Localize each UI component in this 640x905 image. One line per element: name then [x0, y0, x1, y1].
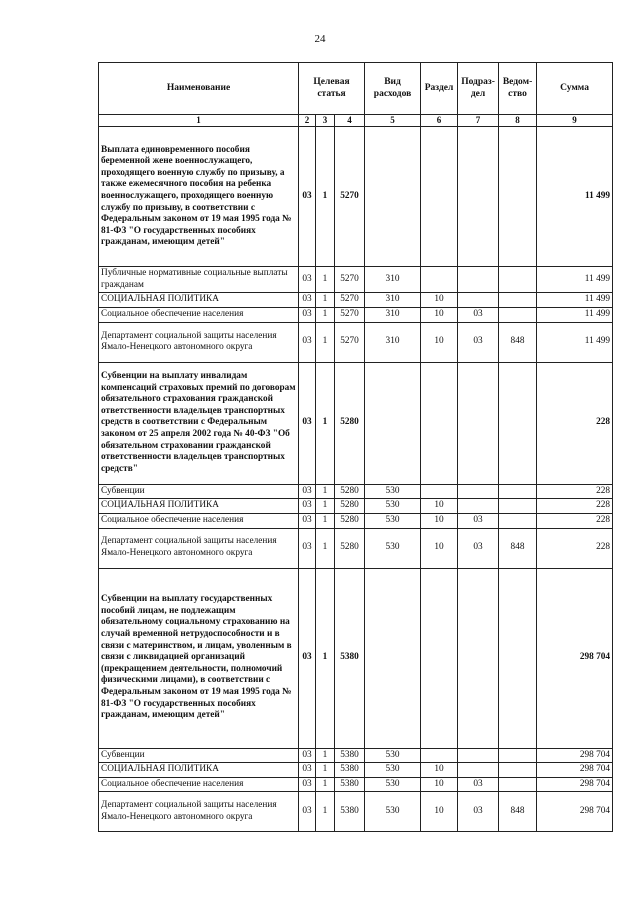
podrazdel-cell [458, 267, 499, 293]
header-target: Целевая статья [299, 63, 365, 115]
podrazdel-cell [458, 127, 499, 267]
sum-cell: 228 [537, 499, 613, 514]
table-row [99, 293, 613, 308]
name-cell: СОЦИАЛЬНАЯ ПОЛИТИКА [99, 763, 299, 778]
name-cell: Департамент социальной защиты населения Ямало-Ненецкого автономного округа [99, 528, 299, 568]
podrazdel-cell [458, 484, 499, 499]
name-cell: Департамент социальной защиты населения Ямало-Ненецкого автономного округа [99, 322, 299, 362]
target-part-2: 1 [316, 513, 335, 528]
sum-cell: 298 704 [537, 763, 613, 778]
target-part-1: 03 [299, 763, 316, 778]
name-cell: СОЦИАЛЬНАЯ ПОЛИТИКА [99, 499, 299, 514]
table-row [99, 568, 613, 748]
col-number: 7 [458, 115, 499, 127]
target-part-1: 03 [299, 293, 316, 308]
razdel-cell [421, 484, 458, 499]
col-number: 1 [99, 115, 299, 127]
razdel-cell: 10 [421, 792, 458, 832]
target-part-3: 5380 [335, 777, 365, 792]
col-number: 9 [537, 115, 613, 127]
target-part-2: 1 [316, 528, 335, 568]
table-row [99, 763, 613, 778]
target-part-2: 1 [316, 499, 335, 514]
target-part-1: 03 [299, 513, 316, 528]
vedomstvo-cell [499, 293, 537, 308]
vedomstvo-cell: 848 [499, 322, 537, 362]
vid-cell: 530 [365, 499, 421, 514]
podrazdel-cell: 03 [458, 528, 499, 568]
vid-cell: 530 [365, 777, 421, 792]
vid-cell: 310 [365, 267, 421, 293]
vedomstvo-cell [499, 568, 537, 748]
target-part-1: 03 [299, 127, 316, 267]
podrazdel-cell: 03 [458, 792, 499, 832]
razdel-cell: 10 [421, 777, 458, 792]
vid-cell: 310 [365, 293, 421, 308]
vedomstvo-cell [499, 513, 537, 528]
header-razdel: Раздел [421, 63, 458, 115]
vedomstvo-cell [499, 362, 537, 484]
target-part-3: 5270 [335, 322, 365, 362]
razdel-cell [421, 267, 458, 293]
vedomstvo-cell [499, 499, 537, 514]
target-part-2: 1 [316, 777, 335, 792]
target-part-1: 03 [299, 362, 316, 484]
table-row [99, 484, 613, 499]
target-part-1: 03 [299, 484, 316, 499]
target-part-2: 1 [316, 308, 335, 323]
razdel-cell: 10 [421, 528, 458, 568]
podrazdel-cell: 03 [458, 308, 499, 323]
col-number: 6 [421, 115, 458, 127]
name-cell: Публичные нормативные социальные выплаты гражданам [99, 267, 299, 293]
target-part-3: 5380 [335, 763, 365, 778]
target-part-3: 5380 [335, 568, 365, 748]
target-part-3: 5280 [335, 528, 365, 568]
target-part-1: 03 [299, 267, 316, 293]
target-part-1: 03 [299, 777, 316, 792]
razdel-cell [421, 748, 458, 763]
table-row [99, 777, 613, 792]
target-part-2: 1 [316, 362, 335, 484]
target-part-1: 03 [299, 748, 316, 763]
target-part-2: 1 [316, 267, 335, 293]
razdel-cell: 10 [421, 763, 458, 778]
table-row [99, 528, 613, 568]
table-row [99, 792, 613, 832]
vid-cell [365, 127, 421, 267]
vid-cell: 530 [365, 763, 421, 778]
col-number: 3 [316, 115, 335, 127]
razdel-cell: 10 [421, 322, 458, 362]
vid-cell [365, 568, 421, 748]
target-part-3: 5270 [335, 127, 365, 267]
vid-cell: 530 [365, 792, 421, 832]
sum-cell: 11 499 [537, 127, 613, 267]
podrazdel-cell [458, 293, 499, 308]
vid-cell: 530 [365, 528, 421, 568]
target-part-1: 03 [299, 792, 316, 832]
name-cell: Субвенции на выплату государственных пособий лицам, не подлежащим обязательному социальному страхованию на случай временной нетрудоспособности и в связи с материнством, и лицам, уволенным в связи с ликвидацией организаций (прекращением деятельности, полномочий физическими лицами), в соответствии с Федеральным законом от 19 мая 1995 года № 81-ФЗ "О государственных пособиях гражданам, имеющим детей" [99, 568, 299, 748]
sum-cell: 11 499 [537, 267, 613, 293]
vedomstvo-cell [499, 763, 537, 778]
header-podrazdel: Подраз-дел [458, 63, 499, 115]
sum-cell: 11 499 [537, 293, 613, 308]
target-part-2: 1 [316, 484, 335, 499]
budget-table [98, 62, 613, 832]
target-part-1: 03 [299, 568, 316, 748]
target-part-2: 1 [316, 763, 335, 778]
table-row [99, 499, 613, 514]
vid-cell: 310 [365, 322, 421, 362]
vid-cell: 310 [365, 308, 421, 323]
vedomstvo-cell [499, 748, 537, 763]
target-part-3: 5280 [335, 513, 365, 528]
table-row [99, 127, 613, 267]
target-part-3: 5270 [335, 267, 365, 293]
vedomstvo-cell: 848 [499, 528, 537, 568]
razdel-cell [421, 127, 458, 267]
sum-cell: 11 499 [537, 322, 613, 362]
name-cell: Субвенции [99, 484, 299, 499]
name-cell: Социальное обеспечение населения [99, 777, 299, 792]
table-row [99, 748, 613, 763]
col-number: 4 [335, 115, 365, 127]
table-row [99, 362, 613, 484]
header-summa: Сумма [537, 63, 613, 115]
podrazdel-cell [458, 362, 499, 484]
sum-cell: 228 [537, 528, 613, 568]
target-part-2: 1 [316, 792, 335, 832]
header-name: Наименование [99, 63, 299, 115]
razdel-cell: 10 [421, 499, 458, 514]
name-cell: Субвенции на выплату инвалидам компенсаций страховых премий по договорам обязательного страхования гражданской ответственности владельцев транспортных средств в соответствии с Федеральным законом от 25 апреля 2002 года № 40-ФЗ "Об обязательном страховании гражданской ответственности владельцев транспортных средств" [99, 362, 299, 484]
target-part-2: 1 [316, 568, 335, 748]
razdel-cell: 10 [421, 293, 458, 308]
sum-cell: 298 704 [537, 568, 613, 748]
target-part-3: 5280 [335, 499, 365, 514]
target-part-3: 5270 [335, 293, 365, 308]
table-row [99, 513, 613, 528]
target-part-3: 5380 [335, 748, 365, 763]
sum-cell: 228 [537, 513, 613, 528]
target-part-1: 03 [299, 322, 316, 362]
vedomstvo-cell [499, 484, 537, 499]
vid-cell [365, 362, 421, 484]
name-cell: Выплата единовременного пособия беременной жене военнослужащего, проходящего военную службу по призыву, а также ежемесячного пособия на ребенка военнослужащего, проходящего военную службу по призыву, в соответствии с Федеральным законом от 19 мая 1995 года № 81-ФЗ "О государственных пособиях гражданам, имеющим детей" [99, 127, 299, 267]
podrazdel-cell: 03 [458, 513, 499, 528]
sum-cell: 298 704 [537, 777, 613, 792]
target-part-3: 5270 [335, 308, 365, 323]
razdel-cell [421, 362, 458, 484]
razdel-cell: 10 [421, 513, 458, 528]
vedomstvo-cell [499, 308, 537, 323]
header-vedomstvo: Ведом-ство [499, 63, 537, 115]
podrazdel-cell [458, 568, 499, 748]
name-cell: СОЦИАЛЬНАЯ ПОЛИТИКА [99, 293, 299, 308]
sum-cell: 228 [537, 484, 613, 499]
vid-cell: 530 [365, 484, 421, 499]
podrazdel-cell: 03 [458, 322, 499, 362]
sum-cell: 298 704 [537, 748, 613, 763]
razdel-cell: 10 [421, 308, 458, 323]
name-cell: Социальное обеспечение населения [99, 513, 299, 528]
target-part-1: 03 [299, 528, 316, 568]
name-cell: Департамент социальной защиты населения Ямало-Ненецкого автономного округа [99, 792, 299, 832]
table-row [99, 308, 613, 323]
podrazdel-cell: 03 [458, 777, 499, 792]
name-cell: Социальное обеспечение населения [99, 308, 299, 323]
vid-cell: 530 [365, 513, 421, 528]
vedomstvo-cell [499, 777, 537, 792]
table-row [99, 267, 613, 293]
podrazdel-cell [458, 499, 499, 514]
target-part-2: 1 [316, 293, 335, 308]
target-part-2: 1 [316, 748, 335, 763]
header-vid: Вид расходов [365, 63, 421, 115]
target-part-1: 03 [299, 308, 316, 323]
table-row [99, 322, 613, 362]
target-part-3: 5280 [335, 484, 365, 499]
target-part-2: 1 [316, 127, 335, 267]
podrazdel-cell [458, 748, 499, 763]
col-number: 8 [499, 115, 537, 127]
sum-cell: 228 [537, 362, 613, 484]
sum-cell: 11 499 [537, 308, 613, 323]
target-part-3: 5280 [335, 362, 365, 484]
target-part-2: 1 [316, 322, 335, 362]
sum-cell: 298 704 [537, 792, 613, 832]
razdel-cell [421, 568, 458, 748]
col-number: 5 [365, 115, 421, 127]
col-number: 2 [299, 115, 316, 127]
page-number: 24 [314, 33, 326, 45]
target-part-1: 03 [299, 499, 316, 514]
vedomstvo-cell [499, 267, 537, 293]
podrazdel-cell [458, 763, 499, 778]
target-part-3: 5380 [335, 792, 365, 832]
vid-cell: 530 [365, 748, 421, 763]
vedomstvo-cell [499, 127, 537, 267]
vedomstvo-cell: 848 [499, 792, 537, 832]
name-cell: Субвенции [99, 748, 299, 763]
